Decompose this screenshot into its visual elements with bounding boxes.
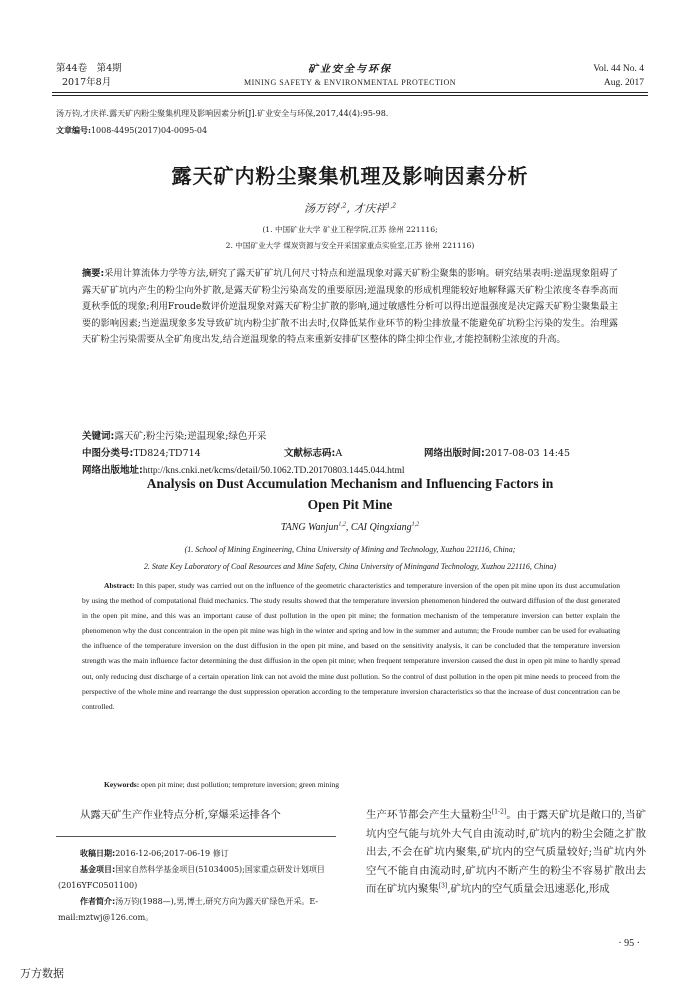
author-2-en-sup: 1,2	[411, 521, 420, 528]
author-2-en: CAI Qingxiang	[350, 522, 412, 533]
doc-code-label: 文献标志码:	[284, 448, 336, 459]
header-vol-en: Vol. 44 No. 4	[593, 64, 644, 74]
footnote-received	[80, 846, 340, 862]
watermark-text: 万方数据	[20, 967, 64, 980]
article-number-label: 文章编号:	[56, 125, 91, 135]
page-title-cn: 露天矿内粉尘聚集机理及影响因素分析	[171, 164, 529, 188]
author-1-cn-sup: 1,2	[336, 202, 347, 210]
author-2-cn: 才庆祥	[353, 202, 387, 215]
online-address-link[interactable]: http://kns.cnki.net/kcms/detail/50.1062.TD.20170803.1445.044.html	[142, 466, 405, 476]
header-rule-2	[52, 95, 648, 96]
title-en-line-1: Analysis on Dust Accumulation Mechanism and Influencing Factors in	[146, 476, 554, 491]
abstract-cn-label: 摘要:	[82, 268, 105, 279]
keywords-cn-text: 露天矿;粉尘污染;逆温现象;绿色开采	[114, 431, 267, 442]
affiliation-cn-2: 2. 中国矿业大学 煤炭资源与安全开采国家重点实验室,江苏 徐州 221116)	[225, 241, 475, 250]
online-address-label: 网络出版地址:	[82, 465, 143, 476]
page-number: · 95 ·	[618, 938, 640, 949]
authors-cn	[0, 200, 700, 216]
article-number-value: 1008-4495(2017)04-0095-04	[90, 126, 208, 135]
keywords-en	[104, 777, 339, 792]
page-title-en	[0, 473, 700, 515]
footnote-author	[58, 894, 342, 926]
footnote-fund	[58, 862, 342, 894]
author-bio-label: 作者简介:	[80, 897, 116, 906]
online-time-value: 2017-08-03 14:45	[484, 448, 570, 459]
author-1-cn: 汤万钧	[303, 202, 337, 215]
received-value: 2016-12-06;2017-06-19 修订	[115, 849, 229, 858]
clc-label: 中图分类号:	[82, 448, 134, 459]
article-number	[56, 124, 207, 137]
author-sep-en: ,	[345, 522, 351, 533]
keywords-en-label: Keywords:	[104, 780, 140, 789]
body-left-text: 从露天矿生产作业特点分析,穿爆采运排各个	[80, 809, 281, 821]
body-right-p2: 。由于露天矿坑是敞口的,当矿坑内空气能与坑外大气自由流动时,矿坑内的粉尘会随之扩散出去,不会在矿坑内聚集,矿坑内的空气质量较好;当矿坑内外空气不能自由流动时,矿坑内不断产生的粉尘不容易扩散出去而在矿坑内聚集	[366, 809, 647, 895]
affiliation-en-1: (1. School of Mining Engineering, China University of Mining and Technology, Xuzhou 221116, China;	[184, 545, 516, 554]
online-time	[424, 446, 570, 462]
clc-number	[82, 446, 201, 462]
abstract-cn	[82, 266, 618, 349]
footnote-rule	[56, 836, 336, 837]
abstract-en-label: Abstract:	[104, 581, 135, 590]
document-code	[284, 446, 342, 462]
body-right-p3: ,矿坑内的空气质量会迅速恶化,形成	[447, 883, 610, 895]
author-1-en-sup: 1,2	[338, 521, 346, 528]
title-en-line-2: Open Pit Mine	[307, 497, 393, 512]
header-rule	[52, 92, 648, 93]
fund-label: 基金项目:	[80, 865, 116, 874]
abstract-en-text: In this paper, study was carried out on the influence of the geometric characteristics and temperature inversion of the open pit mine upon its dust accumulation by using the method of computational fluid mechanics. The study results showed that the temperature inversion phenomenon hindered the outward diffusion of the dust generated in the open pit mine, and this was an important cause of dust pollution in the open pit mine; the formation mechanism of the temperature inversion can better explain the phenomenon why the dust concentraion in the open pit mine was high in the winter and spring and low in the summer and autumn; the Froude number can be used for evaluating the influence of the temperature inversion on the dust diffusion in the open pit mine, and based on the sensitivity analysis, it can be concluded that the temperature inversion strength was the main influence factor determining the dust diffusion in the open pit mine; when frequent temperature inversion caused the dust in open pit mine to hardly spread out, only reducing dust discharge of a certain operation link can not avoid the mine dust pollution. So the control of dust pollution in the open pit mine needs to proceed from the perspective of the whole mine and rearrange the dust suppression operation according to the temperature inversion characteristics so that the increase of dust concentration can be controlled.	[82, 581, 620, 711]
authors-en	[0, 522, 700, 533]
keywords-cn-label: 关键词:	[82, 431, 115, 442]
citation-ref-1-2[interactable]: [1-2]	[491, 808, 507, 816]
author-bio-value: 汤万钧(1988—),男,博士,研究方向为露天矿绿色开采。E-mail:mztwj@126.com。	[58, 897, 319, 922]
header-date-en: Aug. 2017	[603, 78, 644, 88]
body-right-text	[366, 806, 646, 899]
doc-code-value: A	[335, 448, 343, 459]
affiliation-cn-1: (1. 中国矿业大学 矿业工程学院,江苏 徐州 221116;	[262, 225, 438, 234]
journal-title-en: MINING SAFETY & ENVIRONMENTAL PROTECTION	[243, 78, 457, 87]
header-volume-issue: 第44卷 第4期	[56, 63, 122, 74]
online-time-label: 网络出版时间:	[424, 448, 485, 459]
keywords-en-text: open pit mine; dust pollution; tempreture inversion; green mining	[139, 780, 339, 789]
abstract-cn-text: 采用计算流体力学等方法,研究了露天矿矿坑几何尺寸特点和逆温现象对露天矿粉尘聚集的影响。研究结果表明:逆温现象阻碍了露天矿矿坑内产生的粉尘向外扩散,是露天矿粉尘污染高发的重要原因;逆温现象的形成机理能较好地解释露天矿粉尘浓度冬春季高而夏秋季低的现象;利用Froude数评价逆温现象对露天矿粉尘扩散的影响,通过敏感性分析可以得出逆温强度是决定露天矿粉尘聚集最主要的影响因素;当逆温现象多发导致矿坑内粉尘扩散不出去时,仅降低某作业环节的粉尘排放量不能避免矿坑粉尘污染的发生。治理露天矿粉尘污染需要从全矿角度出发,结合逆温现象的特点来重新安排矿区整体的降尘抑尘作业,才能控制粉尘浓度的升高。	[82, 268, 618, 346]
author-2-cn-sup: 1,2	[386, 202, 397, 210]
journal-title-cn: 矿业安全与环保	[308, 64, 392, 75]
body-right-p1: 生产环节都会产生大量粉尘	[366, 809, 492, 821]
clc-value: TD824;TD714	[133, 448, 201, 459]
fund-value: 国家自然科学基金项目(51034005);国家重点研发计划项目(2016YFC0501100)	[58, 865, 325, 890]
keywords-cn	[82, 429, 266, 445]
citation-ref-3[interactable]: [3]	[438, 882, 448, 890]
abstract-en	[82, 578, 620, 714]
affiliation-en-2: 2. State Key Laboratory of Coal Resources and Mine Safety, China University of Miningand Technology, Xuzhou 221116, China)	[143, 562, 557, 571]
received-label: 收稿日期:	[80, 849, 116, 858]
header-date-cn: 2017年8月	[62, 77, 112, 88]
author-1-en: TANG Wanjun	[280, 522, 339, 533]
citation-line: 汤万钧,才庆祥.露天矿内粉尘聚集机理及影响因素分析[J].矿业安全与环保,2017,44(4):95-98.	[56, 109, 389, 118]
author-sep-cn: ,	[346, 202, 354, 215]
